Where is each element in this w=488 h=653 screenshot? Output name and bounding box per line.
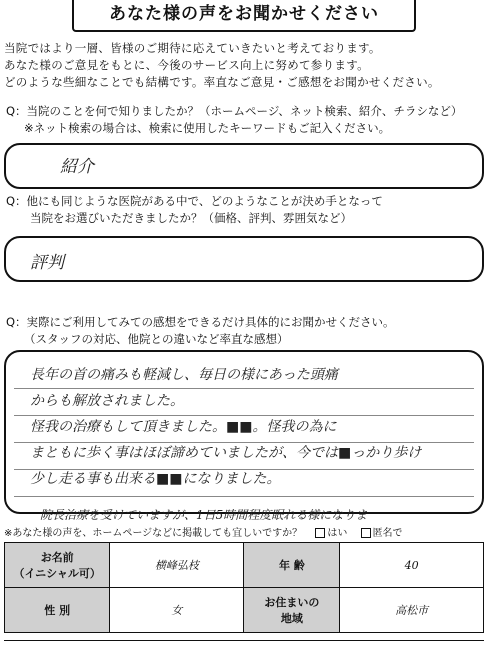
name-label: お名前 （イニシャル可）	[5, 543, 110, 588]
answer-3-line: 長年の首の痛みも軽減し、毎日の様にあった頭痛	[30, 367, 338, 383]
question-1-line2: ※ネット検索の場合は、検索に使用したキーワードもご記入ください。	[24, 121, 391, 135]
intro-line: どのような些細なことでも結構です。率直なご意見・ご感想をお聞かせください。	[4, 75, 440, 89]
intro-line: 当院ではより一層、皆様のご期待に応えていきたいと考えております。	[4, 41, 381, 55]
answer-3	[30, 362, 421, 492]
question-2	[6, 193, 383, 227]
question-1-line1: Q：当院のことを何で知りましたか？（ホームページ、ネット検索、紹介、チラシなど）	[6, 104, 463, 118]
question-1	[6, 103, 462, 137]
checkbox-anonymous[interactable]	[361, 528, 371, 538]
question-3-line2: （スタッフの対応、他院との違いなど率直な感想）	[24, 332, 289, 346]
gender-label: 性 別	[5, 588, 110, 633]
name-value[interactable]: 横峰弘枝	[110, 543, 244, 588]
consent-question	[4, 527, 403, 541]
answer-3-overflow-line: 院長治療を受けていますが、1日5時間程度眠れる様になりま	[40, 508, 368, 522]
residence-label: お住まいの 地域	[244, 588, 340, 633]
answer-3-line: 怪我の治療もして頂きました。■■。怪我の為に	[30, 419, 337, 435]
residence-value[interactable]: 高松市	[340, 588, 484, 633]
answer-box-2[interactable]	[4, 236, 484, 282]
intro-text	[4, 40, 440, 91]
question-3	[6, 314, 395, 348]
age-label: 年 齢	[244, 543, 340, 588]
intro-line: あなた様のご意見をもとに、今後のサービス向上に努めて参ります。	[4, 58, 369, 72]
consent-text: ※あなた様の声を、ホームページなどに掲載しても宜しいですか？	[4, 528, 303, 539]
answer-2: 評判	[30, 253, 64, 273]
answer-3-line: 少し走る事も出来る■■になりました。	[30, 471, 281, 487]
question-3-line1: Q：実際にご利用してみての感想をできるだけ具体的にお聞かせください。	[6, 315, 395, 329]
answer-3-line: からも解放されました。	[30, 393, 184, 409]
respondent-info-table	[4, 542, 484, 633]
question-2-line2: 当院をお選びいただきましたか？（価格、評判、雰囲気など）	[30, 211, 352, 225]
consent-no-label: 匿名で	[372, 528, 403, 539]
checkbox-yes[interactable]	[315, 528, 325, 538]
page-title: あなた様の声をお聞かせください	[72, 0, 416, 32]
answer-1: 紹介	[60, 157, 94, 177]
consent-yes-label: はい	[327, 528, 348, 539]
question-2-line1: Q：他にも同じような医院がある中で、どのようなことが決め手となって	[6, 194, 383, 208]
age-value[interactable]: 40	[340, 543, 484, 588]
gender-value[interactable]: 女	[110, 588, 244, 633]
bottom-divider	[4, 640, 484, 641]
answer-3-line: まともに歩く事はほぼ諦めていましたが、今では■っかり歩け	[30, 445, 422, 461]
